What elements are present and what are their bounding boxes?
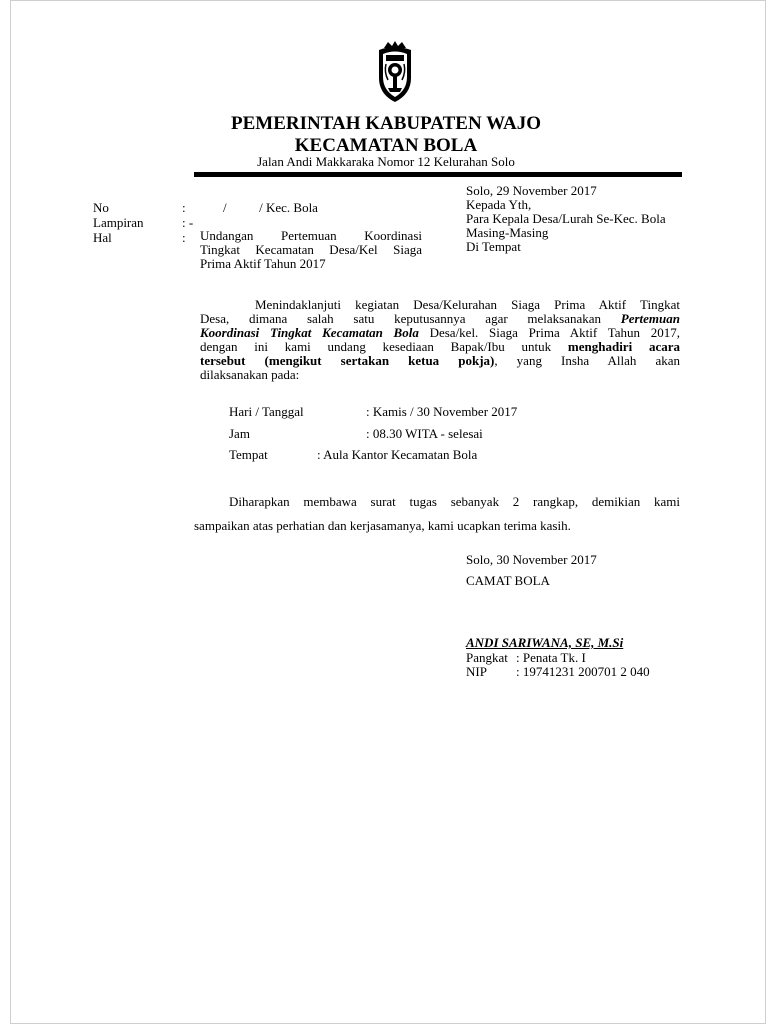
signatory-position: CAMAT BOLA bbox=[466, 573, 550, 588]
paragraph-line: dilaksanakan pada: bbox=[200, 367, 300, 382]
closing-paragraph bbox=[194, 490, 680, 538]
paragraph-text: dengan ini kami undang kesediaan Bapak/Ibu untuk bbox=[200, 339, 552, 354]
signature-date: Solo, 30 November 2017 bbox=[466, 552, 597, 567]
recipient-name: Para Kepala Desa/Lurah Se-Kec. Bola bbox=[466, 211, 666, 226]
attachment-value: : - bbox=[182, 215, 194, 230]
subject-text bbox=[200, 229, 422, 271]
day-value: : Kamis / 30 November 2017 bbox=[366, 404, 518, 419]
nip-label: NIP bbox=[466, 664, 487, 679]
recipient-greeting: Kepada Yth, bbox=[466, 197, 532, 212]
number-value: / / Kec. Bola bbox=[223, 200, 318, 215]
venue-label: Tempat bbox=[229, 447, 268, 462]
paragraph-emphasis: menghadiri acara bbox=[567, 339, 680, 354]
paragraph-line bbox=[200, 326, 680, 340]
subject-line: Undangan Pertemuan Koordinasi bbox=[200, 228, 422, 243]
attachment-label: Lampiran bbox=[93, 215, 144, 230]
subject-label: Hal bbox=[93, 230, 112, 245]
office-address: Jalan Andi Makkaraka Nomor 12 Kelurahan Solo bbox=[257, 154, 515, 169]
recipient-place: Di Tempat bbox=[466, 239, 521, 254]
subject-line: Tingkat Kecamatan Desa/Kel Siaga bbox=[200, 242, 422, 257]
subject-colon: : bbox=[182, 230, 186, 245]
venue-value: : Aula Kantor Kecamatan Bola bbox=[317, 447, 478, 462]
paragraph-line bbox=[200, 340, 680, 354]
paragraph-emphasis: Pertemuan bbox=[620, 311, 680, 326]
rank-label: Pangkat bbox=[466, 650, 508, 665]
paragraph-emphasis: Koordinasi Tingkat Kecamatan Bola bbox=[200, 325, 419, 340]
nip-value: : 19741231 200701 2 040 bbox=[516, 664, 650, 679]
office-name: KECAMATAN BOLA bbox=[294, 135, 478, 156]
paragraph-line bbox=[200, 312, 680, 326]
regency-emblem-icon bbox=[376, 40, 414, 104]
time-value: : 08.30 WITA - selesai bbox=[366, 426, 483, 441]
recipient-scope: Masing-Masing bbox=[466, 225, 549, 240]
paragraph-text: , yang Insha Allah akan bbox=[494, 353, 680, 368]
paragraph-text: Desa/kel. Siaga Prima Aktif Tahun 2017, bbox=[429, 325, 680, 340]
signatory-name: ANDI SARIWANA, SE, M.Si bbox=[466, 635, 624, 650]
rank-value: : Penata Tk. I bbox=[516, 650, 586, 665]
government-name: PEMERINTAH KABUPATEN WAJO bbox=[230, 113, 541, 134]
paragraph-line: Diharapkan membawa surat tugas sebanyak 2 rangkap, demikian kami bbox=[229, 494, 680, 509]
letterhead-divider bbox=[194, 172, 682, 177]
paragraph-line: Menindaklanjuti kegiatan Desa/Kelurahan Siaga Prima Aktif Tingkat bbox=[255, 297, 680, 312]
paragraph-line: sampaikan atas perhatian dan kerjasamanya, kami ucapkan terima kasih. bbox=[194, 518, 571, 533]
opening-paragraph bbox=[200, 298, 680, 382]
paragraph-line bbox=[200, 354, 680, 368]
time-label: Jam bbox=[229, 426, 250, 441]
paragraph-emphasis: tersebut (mengikut sertakan ketua pokja) bbox=[200, 353, 495, 368]
subject-line: Prima Aktif Tahun 2017 bbox=[200, 256, 326, 271]
paragraph-text: Desa, dimana salah satu keputusannya agar melaksanakan bbox=[200, 311, 602, 326]
number-colon: : bbox=[182, 200, 186, 215]
letter-date: Solo, 29 November 2017 bbox=[466, 183, 597, 198]
number-label: No bbox=[93, 200, 109, 215]
day-label: Hari / Tanggal bbox=[229, 404, 304, 419]
